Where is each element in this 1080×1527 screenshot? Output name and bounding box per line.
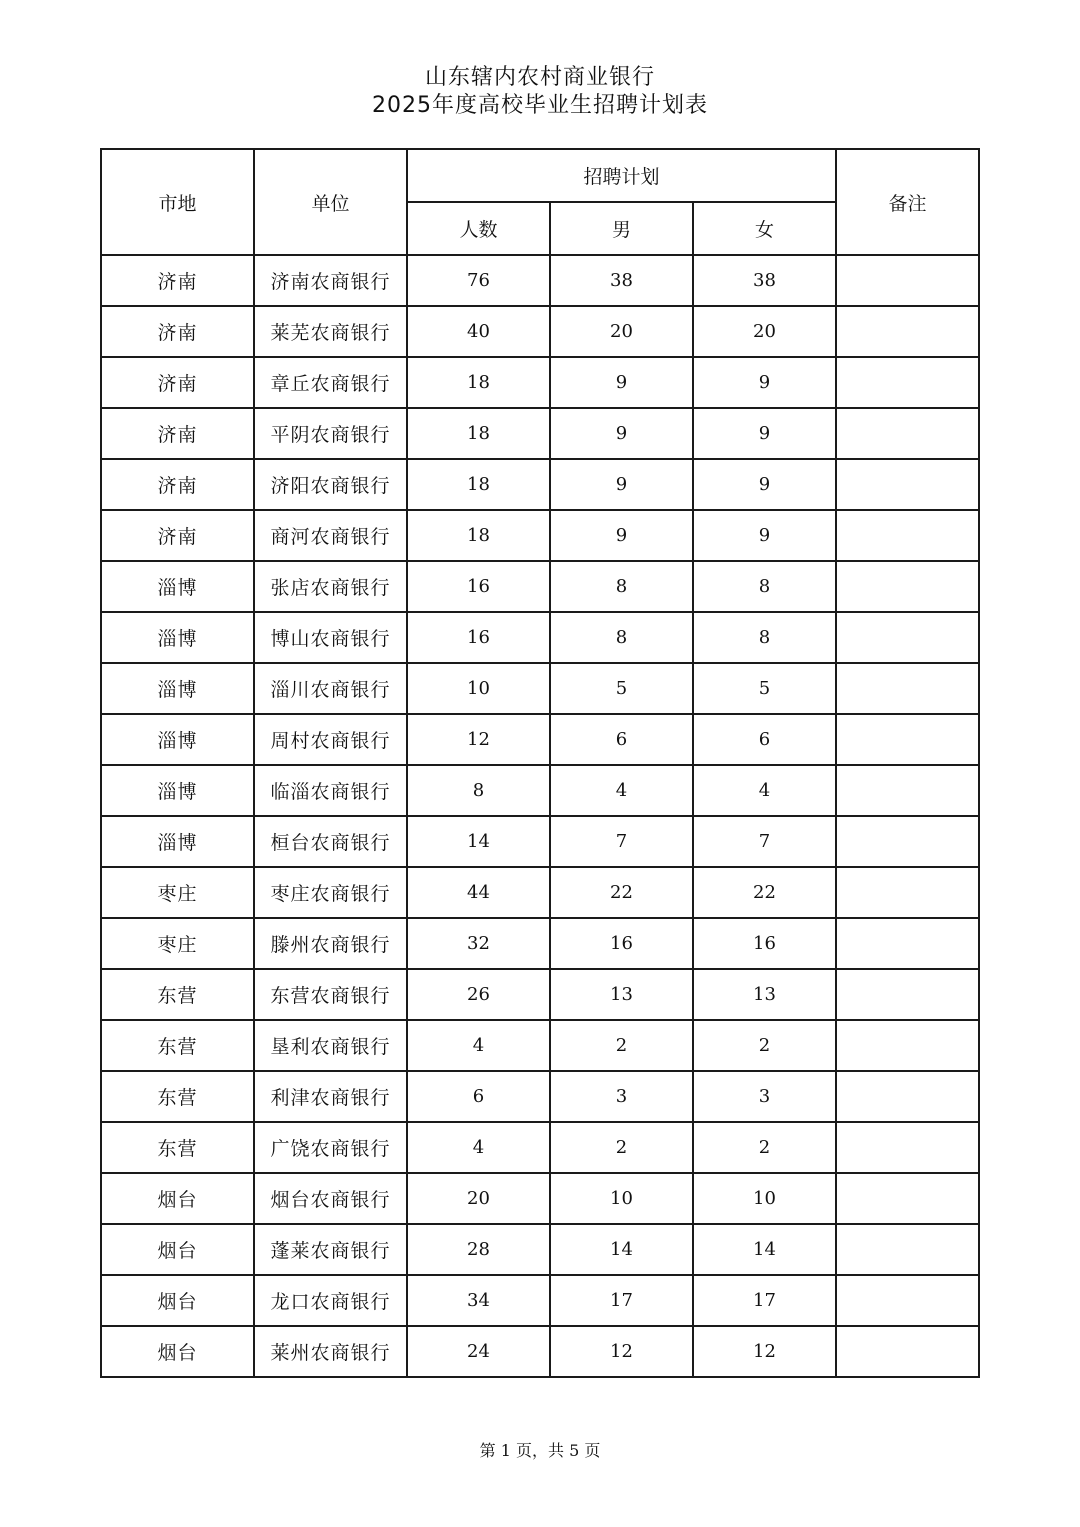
cell-female: 6 [693,714,836,765]
cell-female: 4 [693,765,836,816]
cell-city: 东营 [101,969,254,1020]
cell-total: 28 [407,1224,550,1275]
cell-remark [836,1326,979,1377]
cell-unit: 龙口农商银行 [254,1275,407,1326]
cell-remark [836,816,979,867]
table-row [101,612,979,663]
table-row [101,1275,979,1326]
cell-male: 12 [550,1326,693,1377]
cell-male: 14 [550,1224,693,1275]
cell-unit: 垦利农商银行 [254,1020,407,1071]
table-row [101,1173,979,1224]
cell-remark [836,561,979,612]
header-female: 女 [693,202,836,255]
cell-total: 6 [407,1071,550,1122]
table-row [101,663,979,714]
cell-city: 东营 [101,1071,254,1122]
cell-total: 20 [407,1173,550,1224]
cell-city: 济南 [101,306,254,357]
cell-total: 44 [407,867,550,918]
cell-female: 16 [693,918,836,969]
cell-remark [836,663,979,714]
cell-unit: 章丘农商银行 [254,357,407,408]
title-line-1: 山东辖内农村商业银行 [424,65,655,90]
cell-total: 34 [407,1275,550,1326]
table-body [101,255,979,1377]
cell-male: 9 [550,510,693,561]
cell-male: 8 [550,612,693,663]
header-unit: 单位 [254,149,407,255]
cell-city: 东营 [101,1122,254,1173]
cell-unit: 博山农商银行 [254,612,407,663]
cell-city: 烟台 [101,1173,254,1224]
cell-male: 38 [550,255,693,306]
table-row [101,816,979,867]
cell-male: 9 [550,408,693,459]
cell-total: 4 [407,1020,550,1071]
cell-city: 济南 [101,357,254,408]
cell-unit: 淄川农商银行 [254,663,407,714]
cell-female: 2 [693,1122,836,1173]
cell-total: 12 [407,714,550,765]
table-row [101,1071,979,1122]
cell-unit: 枣庄农商银行 [254,867,407,918]
cell-city: 枣庄 [101,867,254,918]
cell-total: 14 [407,816,550,867]
cell-remark [836,1071,979,1122]
cell-unit: 利津农商银行 [254,1071,407,1122]
table-row [101,408,979,459]
cell-unit: 济南农商银行 [254,255,407,306]
cell-total: 18 [407,357,550,408]
recruitment-plan-table [100,148,980,1378]
cell-total: 18 [407,459,550,510]
header-remark: 备注 [836,149,979,255]
cell-female: 22 [693,867,836,918]
table-row [101,561,979,612]
table-row [101,1224,979,1275]
cell-female: 8 [693,561,836,612]
cell-male: 7 [550,816,693,867]
table-row [101,255,979,306]
cell-unit: 周村农商银行 [254,714,407,765]
header-city: 市地 [101,149,254,255]
cell-male: 4 [550,765,693,816]
cell-female: 7 [693,816,836,867]
table-row [101,1326,979,1377]
cell-female: 3 [693,1071,836,1122]
cell-unit: 临淄农商银行 [254,765,407,816]
cell-male: 17 [550,1275,693,1326]
cell-female: 9 [693,510,836,561]
cell-male: 3 [550,1071,693,1122]
cell-remark [836,408,979,459]
cell-unit: 平阴农商银行 [254,408,407,459]
cell-city: 济南 [101,459,254,510]
page-footer: 第 1 页，共 5 页 [479,1441,601,1460]
header-row-1 [101,149,979,202]
cell-city: 淄博 [101,612,254,663]
cell-remark [836,1173,979,1224]
cell-total: 40 [407,306,550,357]
cell-total: 18 [407,408,550,459]
cell-male: 2 [550,1122,693,1173]
cell-remark [836,714,979,765]
cell-remark [836,1020,979,1071]
table-row [101,765,979,816]
header-plan: 招聘计划 [407,149,836,202]
cell-female: 20 [693,306,836,357]
cell-female: 9 [693,459,836,510]
cell-male: 5 [550,663,693,714]
table-row [101,1122,979,1173]
cell-female: 2 [693,1020,836,1071]
cell-total: 8 [407,765,550,816]
cell-remark [836,459,979,510]
cell-city: 淄博 [101,816,254,867]
cell-male: 22 [550,867,693,918]
cell-city: 淄博 [101,663,254,714]
cell-remark [836,969,979,1020]
cell-remark [836,357,979,408]
table-row [101,459,979,510]
cell-male: 9 [550,357,693,408]
cell-city: 烟台 [101,1326,254,1377]
header-male: 男 [550,202,693,255]
cell-male: 13 [550,969,693,1020]
cell-total: 18 [407,510,550,561]
cell-remark [836,918,979,969]
cell-total: 10 [407,663,550,714]
cell-unit: 张店农商银行 [254,561,407,612]
cell-unit: 蓬莱农商银行 [254,1224,407,1275]
cell-female: 17 [693,1275,836,1326]
cell-unit: 商河农商银行 [254,510,407,561]
cell-total: 4 [407,1122,550,1173]
table-row [101,510,979,561]
cell-male: 6 [550,714,693,765]
table-row [101,357,979,408]
cell-city: 淄博 [101,765,254,816]
cell-male: 9 [550,459,693,510]
cell-total: 26 [407,969,550,1020]
cell-male: 20 [550,306,693,357]
cell-city: 济南 [101,408,254,459]
cell-remark [836,612,979,663]
cell-unit: 济阳农商银行 [254,459,407,510]
cell-remark [836,867,979,918]
cell-female: 14 [693,1224,836,1275]
cell-female: 38 [693,255,836,306]
cell-remark [836,510,979,561]
cell-total: 16 [407,561,550,612]
cell-unit: 东营农商银行 [254,969,407,1020]
cell-unit: 莱州农商银行 [254,1326,407,1377]
cell-city: 济南 [101,510,254,561]
cell-city: 枣庄 [101,918,254,969]
document-title [0,64,1080,120]
cell-remark [836,1224,979,1275]
cell-remark [836,255,979,306]
cell-city: 济南 [101,255,254,306]
cell-unit: 烟台农商银行 [254,1173,407,1224]
table-row [101,918,979,969]
cell-male: 8 [550,561,693,612]
cell-female: 5 [693,663,836,714]
table-row [101,867,979,918]
cell-city: 烟台 [101,1275,254,1326]
cell-total: 76 [407,255,550,306]
cell-city: 淄博 [101,561,254,612]
cell-city: 淄博 [101,714,254,765]
cell-remark [836,1122,979,1173]
cell-city: 烟台 [101,1224,254,1275]
cell-male: 16 [550,918,693,969]
cell-unit: 滕州农商银行 [254,918,407,969]
cell-remark [836,1275,979,1326]
table-row [101,714,979,765]
cell-total: 24 [407,1326,550,1377]
cell-female: 12 [693,1326,836,1377]
cell-female: 8 [693,612,836,663]
cell-unit: 广饶农商银行 [254,1122,407,1173]
cell-unit: 桓台农商银行 [254,816,407,867]
title-line-2: 2025年度高校毕业生招聘计划表 [372,93,708,118]
cell-male: 10 [550,1173,693,1224]
header-total: 人数 [407,202,550,255]
cell-male: 2 [550,1020,693,1071]
cell-city: 东营 [101,1020,254,1071]
table-row [101,306,979,357]
cell-female: 10 [693,1173,836,1224]
cell-female: 13 [693,969,836,1020]
cell-unit: 莱芜农商银行 [254,306,407,357]
cell-female: 9 [693,408,836,459]
table-row [101,1020,979,1071]
cell-total: 32 [407,918,550,969]
cell-total: 16 [407,612,550,663]
cell-female: 9 [693,357,836,408]
cell-remark [836,306,979,357]
cell-remark [836,765,979,816]
table-row [101,969,979,1020]
